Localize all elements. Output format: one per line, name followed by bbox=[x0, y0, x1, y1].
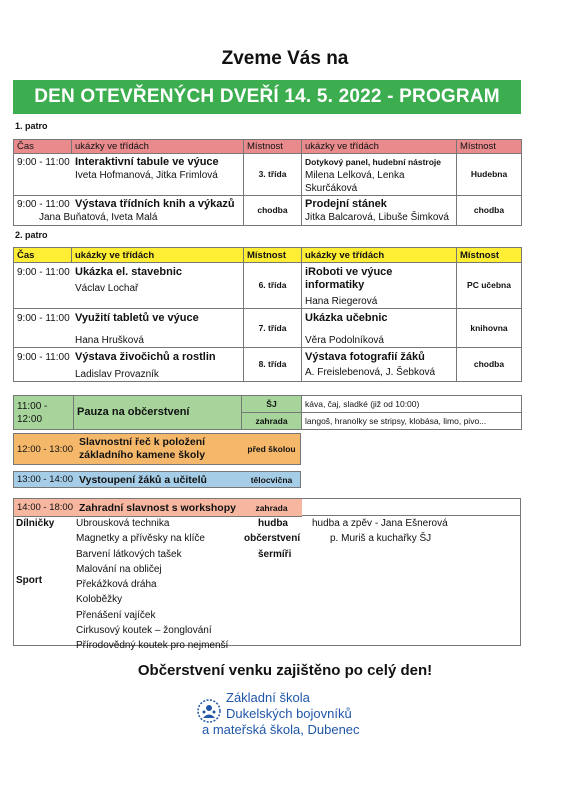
session-room-2: chodba bbox=[457, 348, 522, 382]
header-room-2: Místnost bbox=[457, 140, 522, 154]
garden-labels bbox=[244, 516, 300, 562]
list-item: Překážková dráha bbox=[76, 579, 157, 591]
header-room: Místnost bbox=[244, 140, 302, 154]
session-cell-2 bbox=[302, 263, 457, 309]
header-room-2: Místnost bbox=[457, 248, 522, 263]
session-cell bbox=[14, 196, 244, 226]
floor2-label: 2. patro bbox=[15, 230, 48, 240]
session-time: 9:00 - 11:00 bbox=[17, 199, 70, 210]
garden-workshop-list bbox=[76, 516, 228, 654]
list-item: Přenášení vajíček bbox=[76, 609, 156, 621]
floor2-table bbox=[13, 247, 522, 382]
session-people: Hana Hrušková bbox=[75, 335, 144, 346]
list-item: Magnetky a přívěsky na klíče bbox=[76, 533, 205, 545]
session-title: Využití tabletů ve výuce bbox=[75, 312, 199, 324]
floor1-label: 1. patro bbox=[15, 121, 48, 131]
list-item: Ubrousková technika bbox=[76, 518, 170, 529]
header-demo: ukázky ve třídách bbox=[72, 248, 244, 263]
session-people: Jana Buňatová, Iveta Malá bbox=[39, 212, 158, 223]
floor1-table bbox=[13, 139, 522, 226]
speech-place: před školou bbox=[247, 444, 296, 454]
session-time: 9:00 - 11:00 bbox=[17, 352, 70, 363]
pauza-table bbox=[13, 395, 522, 430]
header-time: Čas bbox=[14, 140, 72, 154]
session-room: 7. třída bbox=[244, 309, 302, 348]
session-people-2: Jitka Balcarová, Libuše Šimková bbox=[305, 212, 449, 223]
session-room-2: Hudebna bbox=[457, 154, 522, 196]
program-banner: DEN OTEVŘENÝCH DVEŘÍ 14. 5. 2022 - PROGRAM bbox=[13, 80, 521, 114]
session-room: 8. třída bbox=[244, 348, 302, 382]
floor2-header-row bbox=[14, 248, 522, 263]
floor1-header-row bbox=[14, 140, 522, 154]
value-music: hudba a zpěv - Jana Ešnerová bbox=[312, 518, 448, 529]
session-cell bbox=[14, 154, 244, 196]
pauza-desc-2: langoš, hranolky se stripsy, klobása, limo, pivo... bbox=[302, 413, 522, 430]
session-time: 9:00 - 11:00 bbox=[17, 267, 70, 278]
list-item: Malování na obličej bbox=[76, 563, 162, 575]
header-time: Čas bbox=[14, 248, 72, 263]
performance-place: tělocvična bbox=[250, 474, 293, 485]
label-refreshment: občerstvení bbox=[244, 533, 301, 545]
session-room-2: PC učebna bbox=[457, 263, 522, 309]
table-row bbox=[14, 196, 522, 226]
session-room-2: knihovna bbox=[457, 309, 522, 348]
session-cell-2 bbox=[302, 309, 457, 348]
session-title-2: Výstava fotografií žáků bbox=[305, 351, 425, 363]
list-item: Barvení látkových tašek bbox=[76, 548, 182, 560]
header-room: Místnost bbox=[244, 248, 302, 263]
session-people: Václav Lochař bbox=[75, 283, 139, 294]
session-room: 6. třída bbox=[244, 263, 302, 309]
table-row bbox=[14, 263, 522, 309]
session-people-2: Milena Lelková, Lenka Skurčáková bbox=[305, 170, 405, 194]
session-title: Výstava třídních knih a výkazů bbox=[75, 198, 235, 210]
performance-box bbox=[13, 471, 301, 488]
header-demo-2: ukázky ve třídách bbox=[302, 140, 457, 154]
session-title: Výstava živočichů a rostlin bbox=[75, 351, 216, 363]
session-title-2: Dotykový panel, hudební nástroje bbox=[305, 157, 442, 167]
garden-values bbox=[312, 516, 448, 547]
session-room: chodba bbox=[244, 196, 302, 226]
session-title-2: iRoboti ve výuce informatiky bbox=[305, 266, 393, 291]
school-name-line-3: a mateřská škola, Dubenec bbox=[202, 722, 360, 737]
session-people-2: Věra Podolníková bbox=[305, 335, 384, 346]
school-name-line-1: Základní škola bbox=[226, 690, 310, 705]
session-cell bbox=[14, 348, 244, 382]
pauza-desc-1: káva, čaj, sladké (již od 10:00) bbox=[302, 396, 522, 413]
session-title: Ukázka el. stavebnic bbox=[75, 266, 183, 278]
session-title: Interaktivní tabule ve výuce bbox=[75, 156, 219, 168]
session-title-2: Prodejní stánek bbox=[305, 198, 387, 210]
session-time: 9:00 - 11:00 bbox=[17, 157, 70, 168]
session-cell bbox=[14, 309, 244, 348]
footer-note: Občerstvení venku zajištěno po celý den! bbox=[137, 662, 433, 679]
session-people-2: A. Freislebenová, J. Šebková bbox=[305, 367, 436, 378]
speech-box bbox=[13, 433, 301, 465]
page-heading: Zveme Vás na bbox=[221, 48, 349, 69]
session-cell-2 bbox=[302, 348, 457, 382]
list-item: Přírodovědný koutek pro nejmenší bbox=[76, 640, 229, 652]
list-item: Koloběžky bbox=[76, 594, 123, 606]
garden-category-sport: Sport bbox=[16, 575, 43, 586]
value-refreshment: p. Muriš a kuchařky ŠJ bbox=[330, 533, 432, 545]
pauza-place-2: zahrada bbox=[242, 413, 302, 430]
pauza-place-1: ŠJ bbox=[242, 396, 302, 413]
table-row bbox=[14, 309, 522, 348]
pauza-title: Pauza na občerstvení bbox=[74, 396, 242, 430]
performance-time: 13:00 - 14:00 bbox=[17, 474, 73, 485]
label-fencers: šermíři bbox=[258, 548, 292, 560]
header-demo-2: ukázky ve třídách bbox=[302, 248, 457, 263]
session-people: Iveta Hofmanová, Jitka Frimlová bbox=[75, 170, 218, 181]
garden-box bbox=[13, 498, 521, 652]
session-people: Ladislav Provazník bbox=[75, 369, 159, 380]
pauza-time: 11:00 - 12:00 bbox=[14, 396, 74, 430]
session-title-2: Ukázka učebnic bbox=[305, 312, 388, 324]
label-music: hudba bbox=[258, 518, 288, 529]
school-name-line-2: Dukelských bojovníků bbox=[226, 706, 352, 721]
table-row bbox=[14, 348, 522, 382]
session-people-2: Hana Riegerová bbox=[305, 296, 378, 307]
school-name bbox=[202, 690, 360, 738]
speech-title: Slavnostní řeč k položení základního kamene školy bbox=[79, 436, 206, 461]
session-time: 9:00 - 11:00 bbox=[17, 313, 70, 324]
garden-category-workshops: Dílničky bbox=[16, 518, 55, 529]
session-cell-2 bbox=[302, 196, 457, 226]
header-demo: ukázky ve třídách bbox=[72, 140, 244, 154]
speech-time: 12:00 - 13:00 bbox=[17, 443, 73, 455]
table-row bbox=[14, 154, 522, 196]
session-cell-2 bbox=[302, 154, 457, 196]
session-room: 3. třída bbox=[244, 154, 302, 196]
list-item: Cirkusový koutek – žonglování bbox=[76, 625, 212, 637]
garden-title: Zahradní slavnost s workshopy bbox=[79, 501, 236, 514]
garden-header bbox=[14, 499, 302, 517]
garden-place: zahrada bbox=[255, 502, 288, 513]
performance-title: Vystoupení žáků a učitelů bbox=[79, 473, 207, 486]
table-row bbox=[14, 396, 522, 413]
session-room-2: chodba bbox=[457, 196, 522, 226]
garden-time: 14:00 - 18:00 bbox=[17, 502, 73, 513]
session-cell bbox=[14, 263, 244, 309]
